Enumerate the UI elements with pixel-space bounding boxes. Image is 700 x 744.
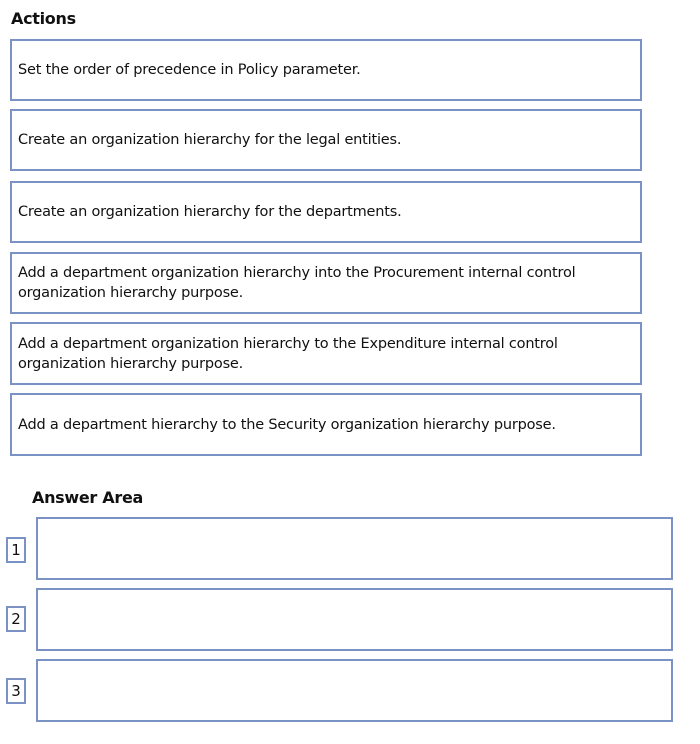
answer-slot-number: 3: [6, 678, 26, 704]
action-item-label: Add a department hierarchy to the Security organization hierarchy purpose.: [18, 416, 556, 433]
action-item-add-security-purpose[interactable]: [10, 393, 642, 456]
action-item-add-procurement-purpose[interactable]: [10, 252, 642, 314]
action-item-label: Create an organization hierarchy for the legal entities.: [18, 132, 402, 148]
action-item-add-expenditure-purpose[interactable]: [10, 322, 642, 385]
action-item-label: Create an organization hierarchy for the departments.: [18, 204, 402, 220]
action-item-label: Add a department organization hierarchy to the Expenditure internal control organization hierarchy purpose.: [18, 335, 558, 372]
answer-area-heading: Answer Area: [32, 488, 144, 507]
answer-slot-3[interactable]: [36, 659, 673, 722]
action-item-create-legal-entity-hierarchy[interactable]: [10, 109, 642, 171]
answer-slot-2[interactable]: [36, 588, 673, 651]
actions-heading: Actions: [11, 9, 76, 28]
action-item-label: Set the order of precedence in Policy parameter.: [18, 62, 361, 78]
answer-slot-number: 2: [6, 606, 26, 632]
action-item-create-department-hierarchy[interactable]: [10, 181, 642, 243]
action-item-set-order-precedence[interactable]: [10, 39, 642, 101]
action-item-label: Add a department organization hierarchy into the Procurement internal control organization hierarchy purpose.: [18, 265, 576, 301]
answer-slot-1[interactable]: [36, 517, 673, 580]
answer-slot-number: 1: [6, 537, 26, 563]
